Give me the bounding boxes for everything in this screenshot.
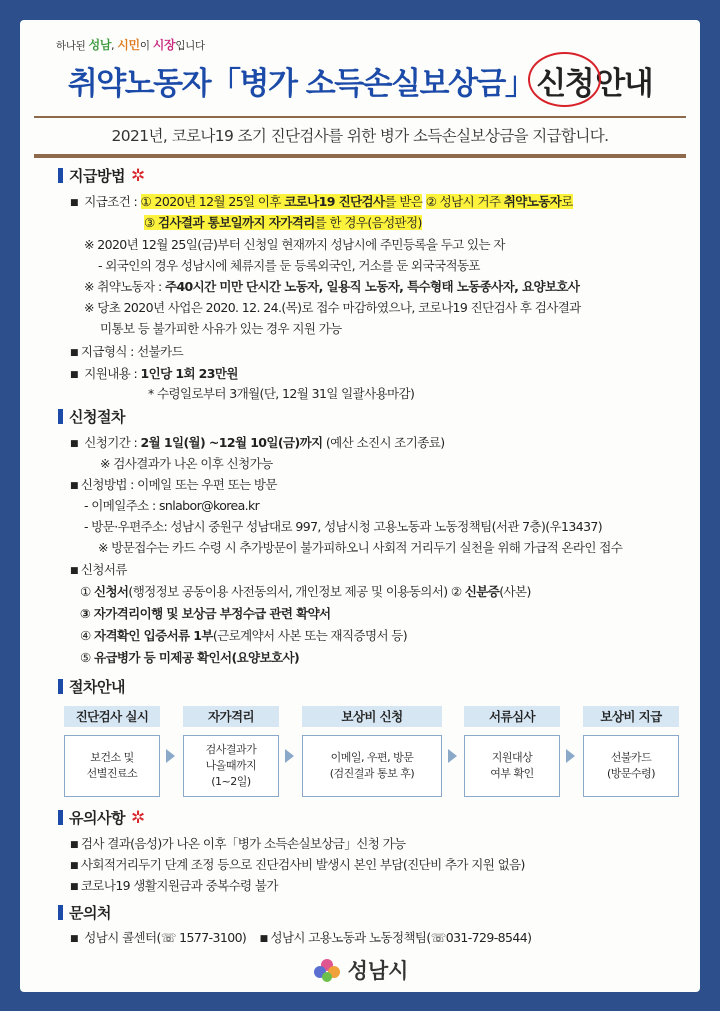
- section-heading-contact: [58, 902, 111, 923]
- slogan-word-mayor: 시장: [152, 38, 176, 52]
- step-title: 서류심사: [464, 706, 560, 727]
- application-period: [70, 433, 444, 451]
- step-1: [64, 706, 160, 797]
- section-title: 문의처: [69, 904, 111, 922]
- note-vulnerable-workers: [84, 277, 579, 295]
- condition-3-num: ③: [144, 215, 158, 230]
- payment-condition: [70, 192, 573, 210]
- step-title: 진단검사 실시: [64, 706, 160, 727]
- email-address: - 이메일주소 : snlabor@korea.kr: [84, 498, 260, 513]
- section-title: 신청절차: [69, 408, 125, 426]
- title-circled-word: 신청: [534, 58, 595, 103]
- condition-label: 지급조건 :: [84, 194, 141, 209]
- note-2020-program: ※ 당초 2020년 사업은 2020. 12. 24.(목)로 접수 마감하였으나, 코로나19 진단검사 후 검사결과: [84, 300, 581, 315]
- section-marker: [58, 905, 63, 920]
- condition-1-bold: 코로나19 진단검사: [284, 194, 385, 209]
- note-item: ■ 사회적거리두기 단계 조정 등으로 진단검사비 발생시 본인 부담(진단비 추가 지원 없음): [70, 855, 525, 873]
- document-3: ③ 자가격리이행 및 보상금 부정수급 관련 확약서: [80, 606, 331, 621]
- doc-application: 신청서: [93, 584, 129, 599]
- note-residency: ※ 2020년 12월 25일(금)부터 신청일 현재까지 성남시에 주민등록을 두고 있는 자: [84, 237, 505, 252]
- doc-confirmation: 유급병가 등 미제공 확인서(요양보호사): [93, 650, 300, 665]
- note-item: ■ 검사 결과(음성)가 나온 이후「병가 소득손실보상금」신청 가능: [70, 834, 406, 852]
- doc-copy: (사본): [499, 584, 531, 599]
- contact-info: [70, 928, 531, 946]
- support-content-note: * 수령일로부터 3개월(단, 12월 31일 일괄사용마감): [148, 386, 415, 401]
- visit-note: ※ 방문접수는 카드 수령 시 추가방문이 불가피하오니 사회적 거리두기 실천을 위해 가급적 온라인 접수: [98, 540, 623, 555]
- arrow-right-icon: [448, 749, 457, 763]
- condition-3-tail: 를 한 경우(음성판정): [314, 215, 422, 230]
- section-heading-process: [58, 676, 125, 697]
- doc-consents: (행정정보 공동이용 사전동의서, 개인정보 제공 및 이용동의서) ②: [128, 584, 465, 599]
- section-marker: [58, 810, 63, 825]
- doc-id: 신분증: [464, 584, 500, 599]
- seongnam-logo-icon: [312, 955, 342, 985]
- period-value: 2월 1일(월) ~12월 10일(금)까지: [140, 435, 323, 450]
- slogan-text: 하나된: [56, 40, 89, 52]
- condition-3-bold: 검사결과 통보일까지 자가격리: [157, 215, 315, 230]
- arrow-right-icon: [285, 749, 294, 763]
- poster: [20, 20, 700, 992]
- required-documents: ■ 신청서류: [70, 560, 127, 578]
- section-title: 유의사항: [69, 809, 125, 827]
- section-heading-notes: [58, 807, 145, 828]
- section-heading-procedure: [58, 406, 125, 427]
- title-main: 취약노동자「병가 소득손실보상금」: [67, 66, 535, 102]
- step-2: [183, 706, 279, 797]
- page-title: [20, 58, 700, 103]
- condition-2-bold: 취약노동자: [503, 194, 562, 209]
- slogan: [56, 36, 205, 53]
- doc-num: ①: [80, 584, 94, 599]
- slogan-text: ,: [111, 40, 118, 52]
- logo-text: 성남시: [347, 959, 409, 983]
- content-label: 지원내용 :: [84, 366, 141, 381]
- doc-num: ⑤: [80, 650, 94, 665]
- slogan-word-citizen: 시민: [117, 38, 140, 52]
- content-value: 1인당 1회 23만원: [140, 366, 238, 381]
- condition-2-tail: 로: [561, 194, 573, 209]
- step-desc: 이메일, 우편, 방문 (검진결과 통보 후): [302, 735, 442, 797]
- step-title: 보상비 지급: [583, 706, 679, 727]
- document-4: [80, 626, 407, 644]
- condition-2: [426, 194, 573, 209]
- period-label: 신청기간 :: [84, 435, 141, 450]
- slogan-word-seongnam: 성남: [88, 38, 112, 52]
- section-marker: [58, 168, 63, 183]
- section-title: 지급방법: [69, 167, 125, 185]
- step-title: 자가격리: [183, 706, 279, 727]
- step-3: [302, 706, 442, 797]
- document-5: [80, 648, 299, 666]
- condition-3: [144, 213, 422, 231]
- arrow-right-icon: [166, 749, 175, 763]
- doc-proof-examples: (근로계약서 사본 또는 재직증명서 등): [212, 628, 408, 643]
- condition-2-text: ② 성남시 거주: [425, 194, 504, 209]
- contact-labor-team: ■ 성남시 고용노동과 노동정책팀(☏031-729-8544): [260, 930, 532, 945]
- stars-icon: ✲: [130, 165, 145, 186]
- step-desc: 선불카드 (방문수령): [583, 735, 679, 797]
- application-method: ■ 신청방법 : 이메일 또는 우편 또는 방문: [70, 475, 277, 493]
- slogan-text: 입니다: [175, 40, 205, 52]
- section-title: 절차안내: [69, 678, 125, 696]
- section-marker: [58, 409, 63, 424]
- process-steps: [64, 706, 662, 816]
- contact-call-center: 성남시 콜센터(☏ 1577-3100): [84, 930, 247, 945]
- note-item: ■ 코로나19 생활지원금과 중복수령 불가: [70, 876, 278, 894]
- title-suffix: 안내: [595, 66, 653, 102]
- period-sub-note: ※ 검사결과가 나온 이후 신청가능: [100, 456, 273, 471]
- step-4: [464, 706, 560, 797]
- condition-1-tail: 를 받은: [384, 194, 423, 209]
- footer-logo: [20, 955, 700, 985]
- arrow-right-icon: [566, 749, 575, 763]
- step-5: [583, 706, 679, 797]
- note-2020-program-cont: 미통보 등 불가피한 사유가 있는 경우 지원 가능: [100, 321, 342, 336]
- note-value: 주40시간 미만 단시간 노동자, 일용직 노동자, 특수형태 노동종사자, 요양보호사: [164, 279, 580, 294]
- period-note: (예산 소진시 조기종료): [322, 435, 445, 450]
- step-desc: 보건소 및 선별진료소: [64, 735, 160, 797]
- doc-proof: 자격확인 입증서류 1부: [93, 628, 213, 643]
- note-foreigner: - 외국인의 경우 성남시에 체류지를 둔 등록외국인, 거소를 둔 외국국적동포: [98, 258, 480, 273]
- step-desc: 검사결과가 나올때까지 (1~2일): [183, 735, 279, 797]
- stars-icon: ✲: [130, 807, 145, 828]
- visit-address: - 방문·우편주소: 성남시 중원구 성남대로 997, 성남시청 고용노동과 노동정책팀(서관 7층)(우13437): [84, 519, 603, 534]
- payment-form: ■ 지급형식 : 선불카드: [70, 342, 183, 360]
- slogan-text: 이: [139, 40, 153, 52]
- subtitle: 2021년, 코로나19 조기 진단검사를 위한 병가 소득손실보상금을 지급합니다.: [34, 116, 686, 158]
- step-title: 보상비 신청: [302, 706, 442, 727]
- condition-1-text: ① 2020년 12월 25일 이후: [140, 194, 285, 209]
- document-1-2: [80, 582, 531, 600]
- section-marker: [58, 679, 63, 694]
- condition-1: [141, 194, 423, 209]
- support-content: [70, 364, 238, 382]
- doc-num: ④: [80, 628, 94, 643]
- section-heading-payment: [58, 165, 145, 186]
- step-desc: 지원대상 여부 확인: [464, 735, 560, 797]
- note-label: ※ 취약노동자 :: [84, 279, 165, 294]
